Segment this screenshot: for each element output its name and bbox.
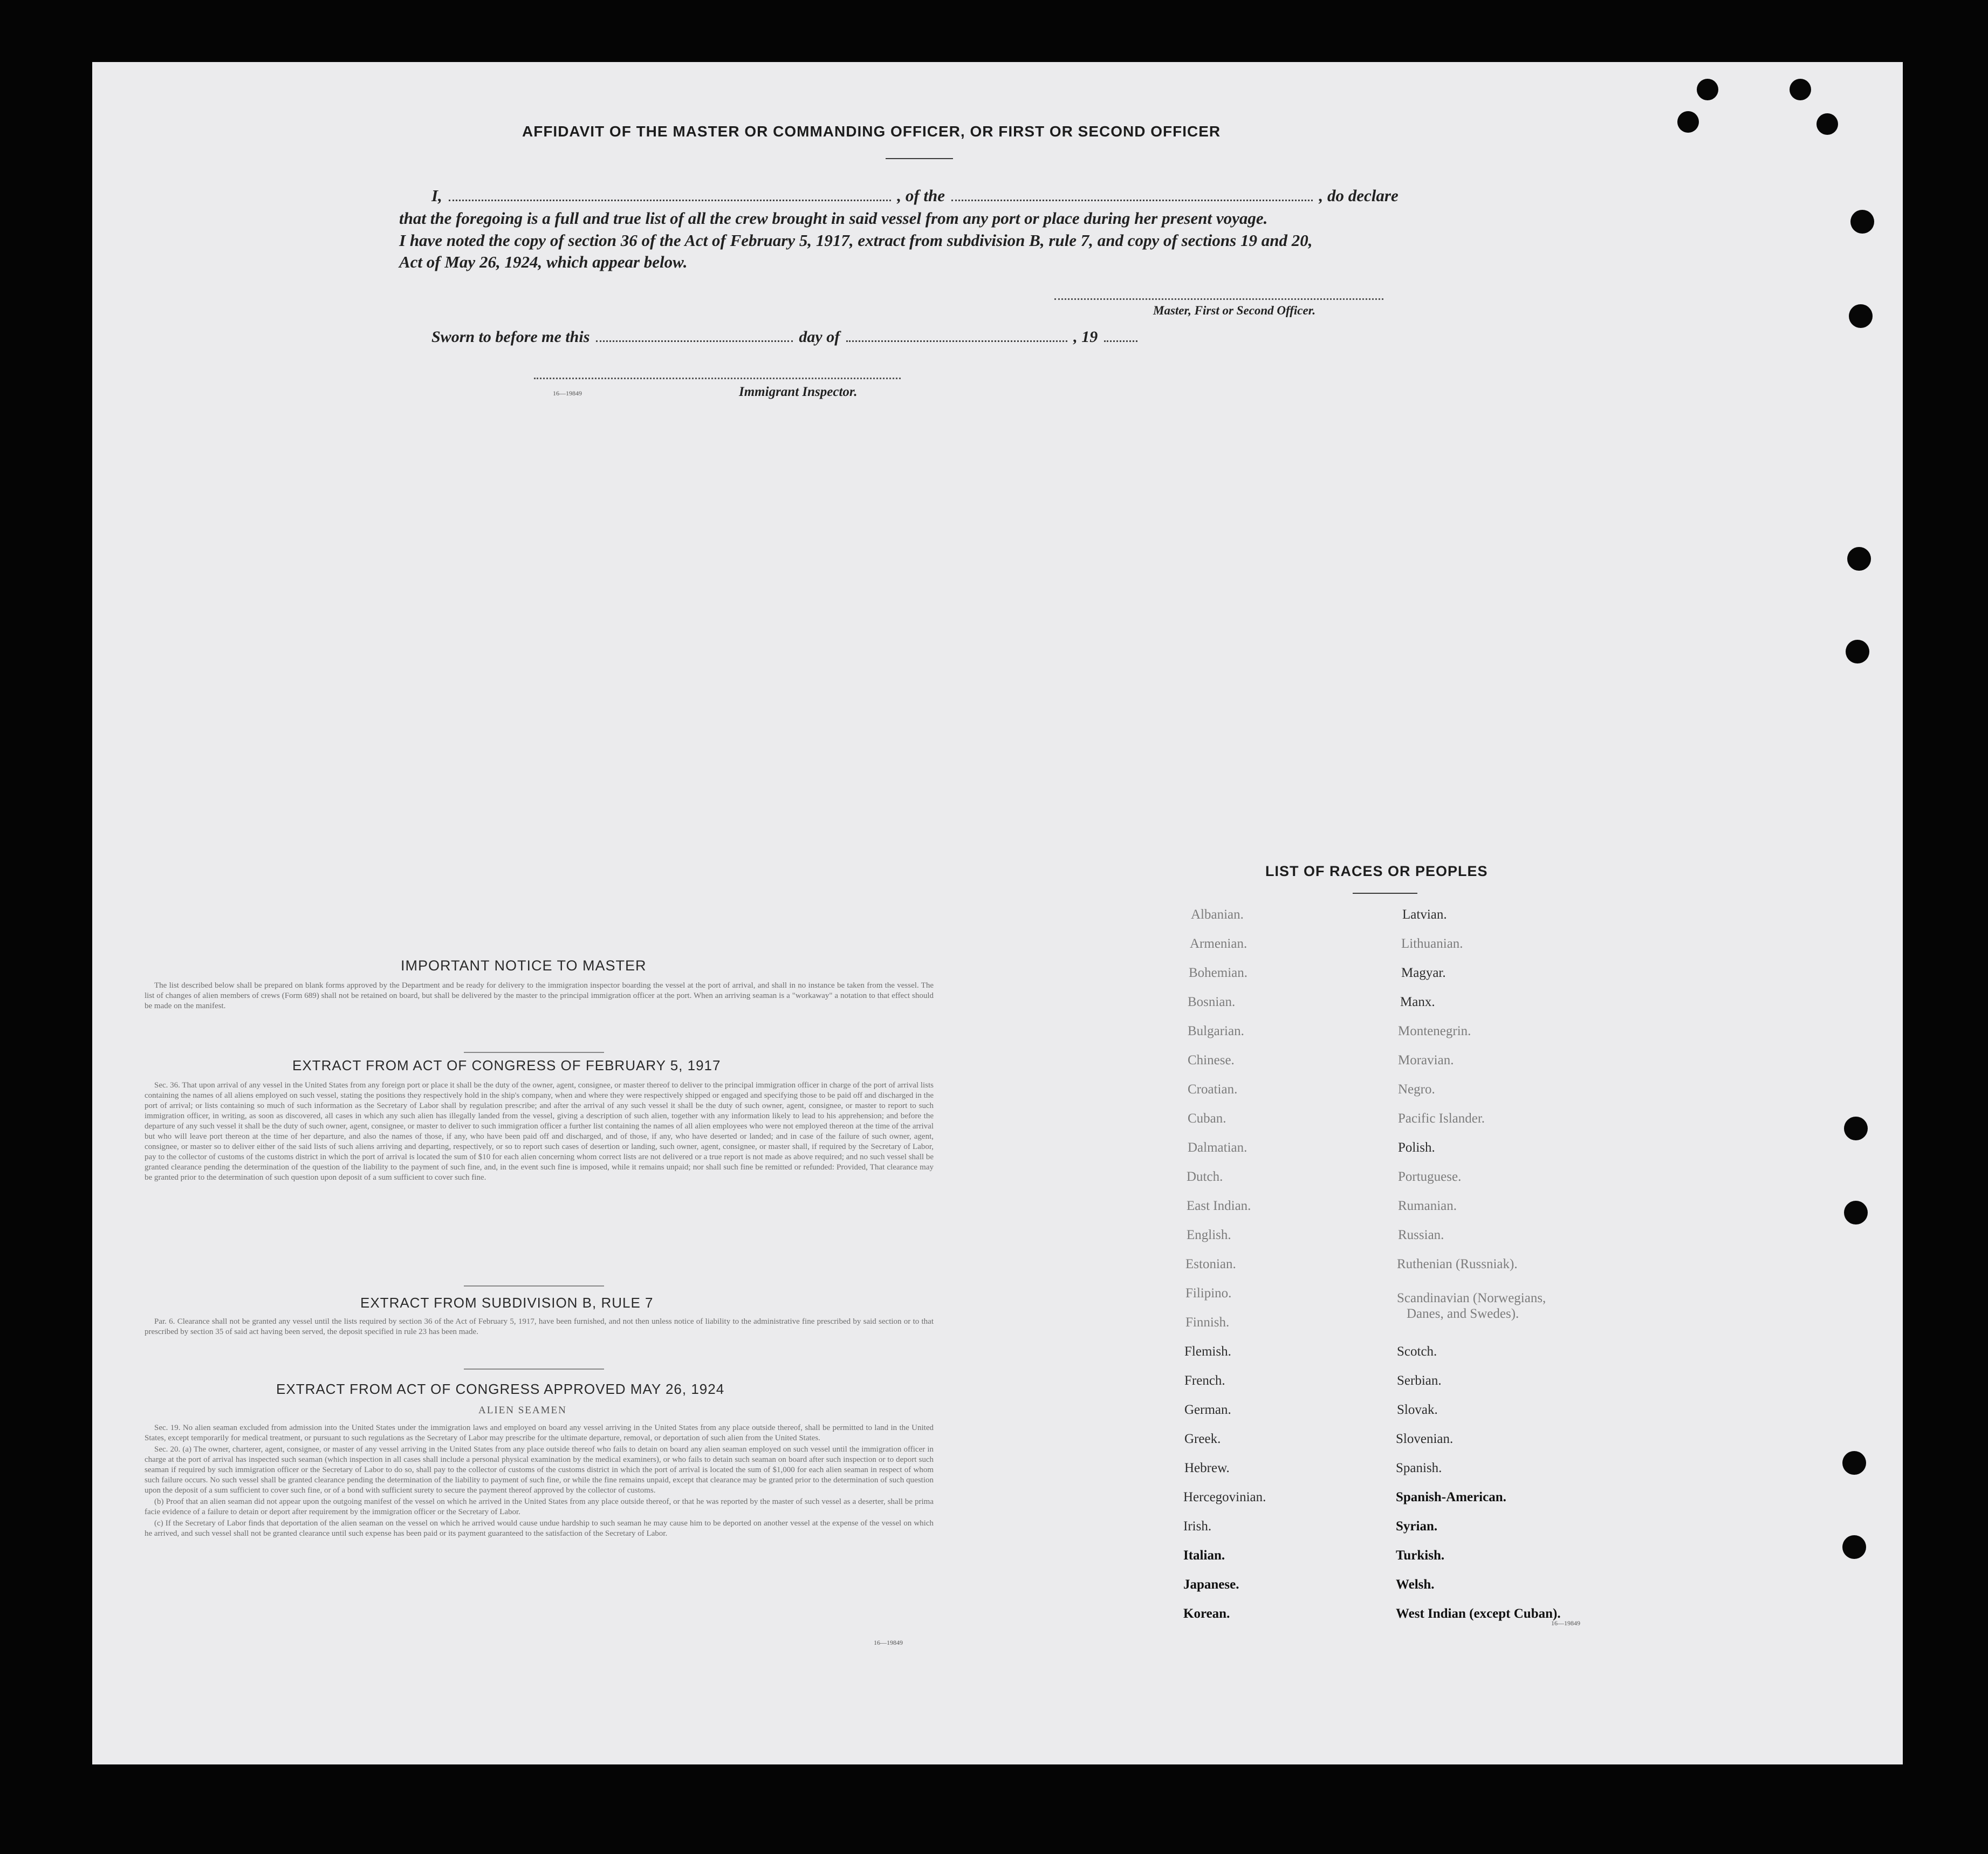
race-item: Hebrew. (1184, 1461, 1230, 1475)
race-item: French. (1184, 1373, 1225, 1388)
rule-7-paragraph: Par. 6. Clearance shall not be granted any vessel until the lists required by section 36 of the Act of February 5, 1917, have been furnished, and not then unless notice of liability to the administrative fine prescribed by said section or to that prescribed by section 35 of said act having been served, the deposit specified in rule 23 has been made. (145, 1317, 934, 1336)
act-1924-paragraph: (c) If the Secretary of Labor finds that deportation of the alien seaman on the vessel on which he arrived would cause undue hardship to such seaman he may cause him to be deported on another vessel at the expense of the vessel on which he arrived, and such vessel shall not be granted clearance until such expense has been paid or its payment guaranteed to the satisfaction of the Secretary of Labor. (145, 1519, 934, 1538)
act-1924-rule (464, 1369, 604, 1370)
inspector-label: Immigrant Inspector. (739, 385, 858, 399)
race-item: Bulgarian. (1188, 1024, 1244, 1038)
signature-label: Master, First or Second Officer. (1153, 304, 1316, 317)
binder-hole (1847, 547, 1871, 571)
affidavit-title: AFFIDAVIT OF THE MASTER OR COMMANDING OFFICER, OR FIRST OR SECOND OFFICER (522, 123, 1221, 140)
binder-hole (1850, 210, 1874, 234)
race-item: Cuban. (1188, 1111, 1226, 1126)
race-item: Portuguese. (1398, 1169, 1462, 1184)
sworn-date-blank[interactable] (596, 337, 793, 342)
binder-hole (1846, 640, 1869, 663)
race-item: Latvian. (1402, 907, 1447, 922)
affidavit-line-4: Act of May 26, 1924, which appear below. (399, 252, 688, 271)
affidavit-form-code: 16—19849 (553, 389, 582, 397)
race-item: Korean. (1183, 1606, 1230, 1621)
race-item: Slovenian. (1396, 1432, 1454, 1446)
act-1924-subtitle: ALIEN SEAMEN (478, 1405, 567, 1416)
act-1917-paragraph: Sec. 36. That upon arrival of any vessel in the United States from any foreign port or place it shall be the duty of the owner, agent, consignee, or master thereof to deliver to the principal immigration officer in charge of the port of arrival lists containing the names of all aliens employed on such vessel, stating the positions they respectively hold in the ship's company, when and where they were respectively shipped or engaged and specifying those to be paid off and discharged in the port of arrival; or lists containing so much of such information as the Secretary of Labor shall by regulation prescribe; and after the arrival of any such vessel it shall be the duty of such owner, agent, consignee, or master to report to such immigration officer, in writing, as soon as discovered, all cases in which any such alien has illegally landed from the vessel, giving a description of such alien, together with any information likely to lead to his apprehension; and before the departure of any such vessel it shall be the duty of such owner, agent, consignee, or master to deliver to such immigration officer a further list containing the names of all alien employees who were not employed thereon at the time of the arrival but who will leave port thereon at the time of her departure, and also the names of those, if any, who have been paid off and discharged, and of those, if any, who have deserted or landed; and in case of the failure of such owner, agent, consignee, or master so to deliver either of the said lists of such aliens arriving and departing, respectively, or so to report such cases of desertion or landing, such owner, agent, consignee, or master shall, if required by the Secretary of Labor, pay to the collector of customs of the customs district in which the port of arrival is located the sum of $10 for each alien concerning whom correct lists are not delivered or a true report is not made as above required; and no such vessel shall be granted clearance pending the determination of the question of the liability to the payment of such fine, and, in the event such fine is imposed, while it remains unpaid; nor shall such fine be remitted or refunded: Provided, That clearance may be granted prior to the determination of such question upon deposit of a sum sufficient to cover such fine. (145, 1081, 934, 1182)
race-item: Lithuanian. (1401, 936, 1463, 951)
race-item: Japanese. (1183, 1577, 1239, 1592)
notice-title: IMPORTANT NOTICE TO MASTER (401, 957, 647, 974)
races-title: LIST OF RACES OR PEOPLES (1265, 863, 1488, 879)
races-form-code: 16—19849 (1551, 1619, 1580, 1627)
inspector-signature-line[interactable] (534, 378, 901, 379)
race-item: Greek. (1184, 1432, 1221, 1446)
race-item: Filipino. (1185, 1286, 1232, 1301)
race-item: Scandinavian (Norwegians, (1397, 1291, 1546, 1305)
race-item: Manx. (1400, 995, 1435, 1009)
race-item: Hercegovinian. (1183, 1490, 1266, 1504)
rule-7-rule (464, 1285, 604, 1287)
signature-line[interactable] (1054, 298, 1383, 300)
race-item: Polish. (1398, 1140, 1435, 1155)
binder-hole (1844, 1117, 1868, 1140)
race-item: Turkish. (1396, 1548, 1445, 1563)
race-item: Montenegrin. (1398, 1024, 1471, 1038)
act-1924-paragraph: Sec. 20. (a) The owner, charterer, agent, consignee, or master of any vessel arriving in the United States from any place outside thereof who fails to detain on board any alien seaman employed on such vessel until the immigration officer in charge at the port of arrival has inspected such seaman (which inspection in all cases shall include a personal physical examination by the medical examiners), or who fails to detain such seaman on board after such inspection or to deport such seaman if required by such immigration officer or the Secretary of Labor to do so, shall pay to the collector of customs of the customs district in which the port of arrival is located the sum of $1,000 for each alien seaman in respect of whom such failure occurs. No such vessel shall be granted clearance pending the determination of the liability to payment of such fine, or while the fine remains unpaid, except that clearance may be granted prior to the determination of such question upon the deposit of a sum sufficient to cover such fine, or of a bond with sufficient surety to secure the payment thereof approved by the collector of customs. (145, 1445, 934, 1495)
binder-hole (1842, 1451, 1866, 1475)
notice-text (145, 981, 934, 1025)
race-item: Welsh. (1396, 1577, 1435, 1592)
vessel-blank[interactable] (951, 196, 1313, 201)
race-item: Moravian. (1398, 1053, 1454, 1068)
race-item: Danes, and Swedes). (1407, 1306, 1519, 1321)
sworn-day-of: day of (799, 328, 840, 346)
race-item: Finnish. (1185, 1315, 1230, 1330)
race-item: Armenian. (1190, 936, 1247, 951)
race-item: Russian. (1398, 1228, 1444, 1242)
binder-hole (1842, 1535, 1866, 1559)
name-blank[interactable] (449, 196, 891, 201)
race-item: Bosnian. (1188, 995, 1236, 1009)
act-1917-text (145, 1080, 934, 1267)
sworn-year: , 19 (1073, 328, 1098, 346)
act-1924-paragraph: Sec. 19. No alien seaman excluded from admission into the United States under the immigration laws and employed on board any vessel arriving in the United States from any place outside thereof, shall be permitted to land in the United States, except temporarily for medical treatment, or pursuant to such regulations as the Secretary of Labor may prescribe for the ultimate departure, removal, or deportation of such alien from the United States. (145, 1424, 934, 1442)
affidavit-declaration-line (431, 186, 1399, 206)
race-item: English. (1187, 1228, 1231, 1242)
race-item: Syrian. (1396, 1519, 1438, 1534)
affidavit-of-the: , of the (897, 186, 945, 205)
race-item: East Indian. (1187, 1199, 1251, 1213)
race-item: Serbian. (1397, 1373, 1442, 1388)
race-item: Pacific Islander. (1398, 1111, 1485, 1126)
race-item: Dutch. (1187, 1169, 1223, 1184)
race-item: Rumanian. (1398, 1199, 1457, 1213)
race-item: Scotch. (1397, 1344, 1437, 1359)
act-1924-form-code: 16—19849 (874, 1639, 903, 1646)
rule-7-text (145, 1317, 934, 1350)
sworn-month-blank[interactable] (846, 337, 1067, 342)
binder-hole (1816, 113, 1838, 135)
notice-paragraph: The list described below shall be prepared on blank forms approved by the Department and be ready for delivery to the immigration inspector boarding the vessel at the port of arrival, and shall in no instance be taken from the vessel. The list of changes of alien members of crews (Form 689) shall not be retained on board, but shall be delivered by the master to the principal immigration officer at the port. When an arriving seaman is a "workaway" a notation to that effect should be made on the manifest. (145, 981, 934, 1010)
race-item: Ruthenian (Russniak). (1397, 1257, 1518, 1271)
race-item: Slovak. (1397, 1403, 1438, 1417)
affidavit-line-3: I have noted the copy of section 36 of the Act of February 5, 1917, extract from subdivision B, rule 7, and copy of sections 19 and 20, (399, 231, 1313, 250)
rule-7-title: EXTRACT FROM SUBDIVISION B, RULE 7 (360, 1295, 654, 1311)
act-1924-paragraph: (b) Proof that an alien seaman did not appear upon the outgoing manifest of the vessel on which he arrived in the United States from any place outside thereof, or that he was reported by the master of such vessel as a deserter, shall be prima facie evidence of a failure to detain or deport after requirement by the immigration officer or the Secretary of Labor. (145, 1497, 934, 1516)
race-item: Negro. (1398, 1082, 1435, 1097)
act-1924-text (145, 1423, 934, 1634)
race-item: Spanish. (1396, 1461, 1442, 1475)
sworn-line (431, 328, 1140, 346)
act-1924-title: EXTRACT FROM ACT OF CONGRESS APPROVED MAY 26, 1924 (276, 1381, 725, 1397)
race-item: Dalmatian. (1188, 1140, 1247, 1155)
affidavit-do-declare: , do declare (1319, 186, 1399, 205)
binder-hole (1677, 111, 1699, 133)
race-item: Flemish. (1184, 1344, 1231, 1359)
act-1917-title: EXTRACT FROM ACT OF CONGRESS OF FEBRUARY 5, 1917 (292, 1057, 721, 1073)
race-item: Irish. (1183, 1519, 1212, 1534)
sworn-year-blank[interactable] (1104, 337, 1137, 342)
binder-hole (1790, 79, 1811, 100)
race-item: Croatian. (1188, 1082, 1238, 1097)
race-item: West Indian (except Cuban). (1396, 1606, 1561, 1621)
binder-hole (1697, 79, 1718, 100)
race-item: Italian. (1183, 1548, 1225, 1563)
binder-hole (1844, 1201, 1868, 1224)
race-item: Magyar. (1401, 966, 1446, 980)
race-item: Chinese. (1188, 1053, 1235, 1068)
races-title-rule (1353, 893, 1417, 894)
race-item: Albanian. (1191, 907, 1244, 922)
race-item: German. (1184, 1403, 1231, 1417)
race-item: Bohemian. (1189, 966, 1248, 980)
affidavit-i: I, (431, 186, 442, 205)
sworn-prefix: Sworn to before me this (431, 328, 590, 346)
affidavit-title-rule (886, 158, 953, 159)
affidavit-line-2: that the foregoing is a full and true list of all the crew brought in said vessel from any port or place during her present voyage. (399, 209, 1268, 228)
act-1917-rule (464, 1052, 604, 1053)
race-item: Estonian. (1185, 1257, 1236, 1271)
binder-hole (1849, 304, 1873, 328)
race-item: Spanish-American. (1396, 1490, 1506, 1504)
